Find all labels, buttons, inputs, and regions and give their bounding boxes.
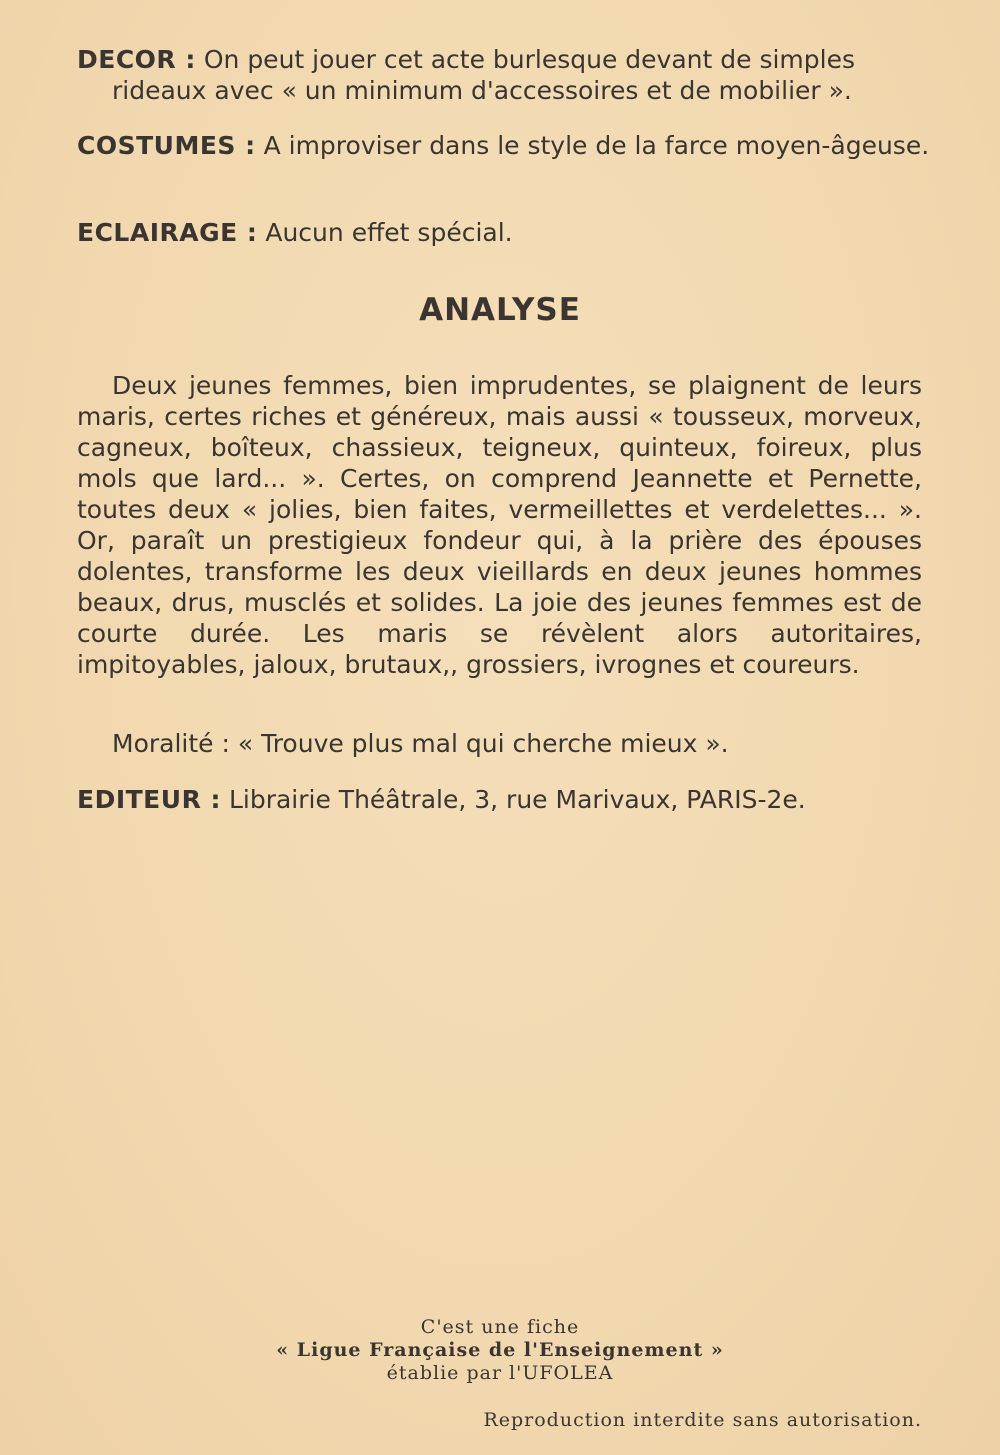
eclairage-paragraph — [77, 217, 922, 248]
costumes-text: A improviser dans le style de la farce moyen-âgeuse. — [263, 131, 930, 160]
costumes-label: COSTUMES : — [77, 131, 256, 160]
analyse-heading: ANALYSE — [419, 292, 581, 328]
reproduction-notice: Reproduction interdite sans autorisation. — [483, 1409, 922, 1431]
editeur-label: EDITEUR : — [77, 785, 222, 814]
costumes-paragraph — [77, 130, 957, 161]
decor-paragraph — [77, 44, 957, 106]
footer-line-3: établie par l'UFOLEA — [386, 1362, 614, 1384]
decor-text: On peut jouer cet acte burlesque devant de simples rideaux avec « un minimum d'accessoires et de mobilier ». — [112, 45, 856, 105]
footer-line-2: « Ligue Française de l'Enseignement » — [276, 1339, 724, 1361]
eclairage-label: ECLAIRAGE : — [77, 218, 258, 247]
eclairage-text: Aucun effet spécial. — [265, 218, 513, 247]
analyse-body: Deux jeunes femmes, bien imprudentes, se plaignent de leurs maris, certes riches et généreux, mais aussi « tousseux, morveux, cagneux, boîteux, chassieux, teigneux, quinteux, foireux, plus mols que lard... ». Certes, on comprend Jeannette et Pernette, toutes deux « jolies, bien faites, vermeillettes et verdelettes... ». Or, paraît un prestigieux fondeur qui, à la prière des épouses dolentes, transforme les deux vieillards en deux jeunes hommes beaux, drus, musclés et solides. La joie des jeunes femmes est de courte durée. Les maris se révèlent alors autoritaires, impitoyables, jaloux, brutaux,, grossiers, ivrognes et coureurs. — [77, 371, 922, 679]
editeur-paragraph — [77, 784, 922, 815]
editeur-text: Librairie Théâtrale, 3, rue Marivaux, PARIS-2e. — [228, 785, 806, 814]
footer-line-1: C'est une fiche — [420, 1316, 580, 1338]
decor-label: DECOR : — [77, 45, 196, 74]
moralite-line: Moralité : « Trouve plus mal qui cherche mieux ». — [112, 729, 729, 758]
